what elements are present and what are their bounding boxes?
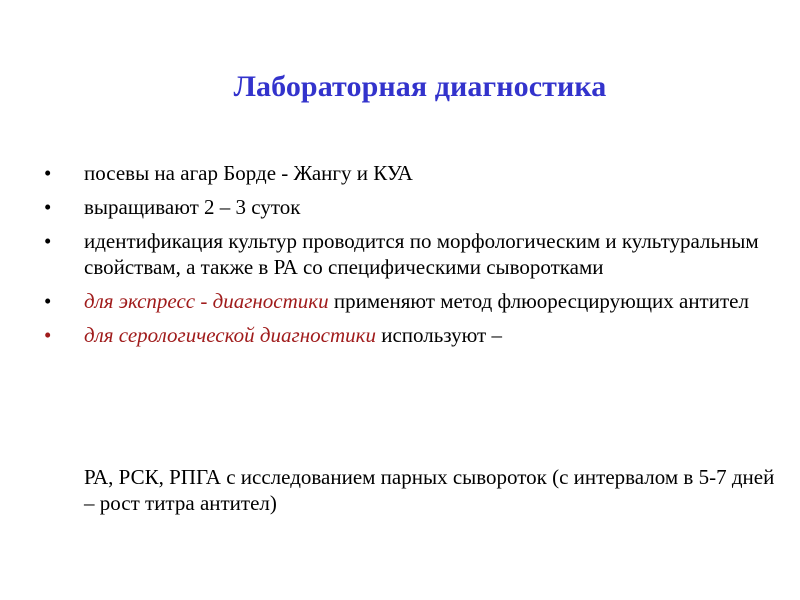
bullet-icon: •	[44, 229, 52, 253]
bullet-icon: •	[44, 289, 52, 313]
bullet-text: выращивают 2 – 3 суток	[84, 195, 301, 219]
serology-methods-text: РА, РСК, РПГА с исследованием парных сывороток (с интервалом в 5-7 дней – рост титра антител)	[84, 465, 775, 515]
bullet-item-express	[40, 288, 780, 314]
bullet-icon: •	[44, 323, 52, 347]
bullet-icon: •	[44, 161, 52, 185]
bullet-item-incubation	[40, 194, 780, 220]
bullet-list	[40, 160, 780, 356]
bullet-accent-text: для экспресс - диагностики	[84, 289, 329, 313]
bullet-item-identification	[40, 228, 780, 280]
bullet-text: идентификация культур проводится по морфологическим и культуральным свойствам, а также в РА со специфическими сыворотками	[84, 229, 759, 279]
bullet-text: посевы на агар Борде - Жангу и КУА	[84, 161, 413, 185]
slide-title: Лабораторная диагностика	[233, 70, 607, 103]
bullet-text: применяют метод флюоресцирующих антител	[328, 289, 749, 313]
bullet-item-serology	[40, 322, 780, 348]
bullet-item-cultures	[40, 160, 780, 186]
bullet-text: используют –	[375, 323, 502, 347]
bullet-icon: •	[44, 195, 52, 219]
bullet-accent-text: для серологической диагностики	[84, 323, 376, 347]
